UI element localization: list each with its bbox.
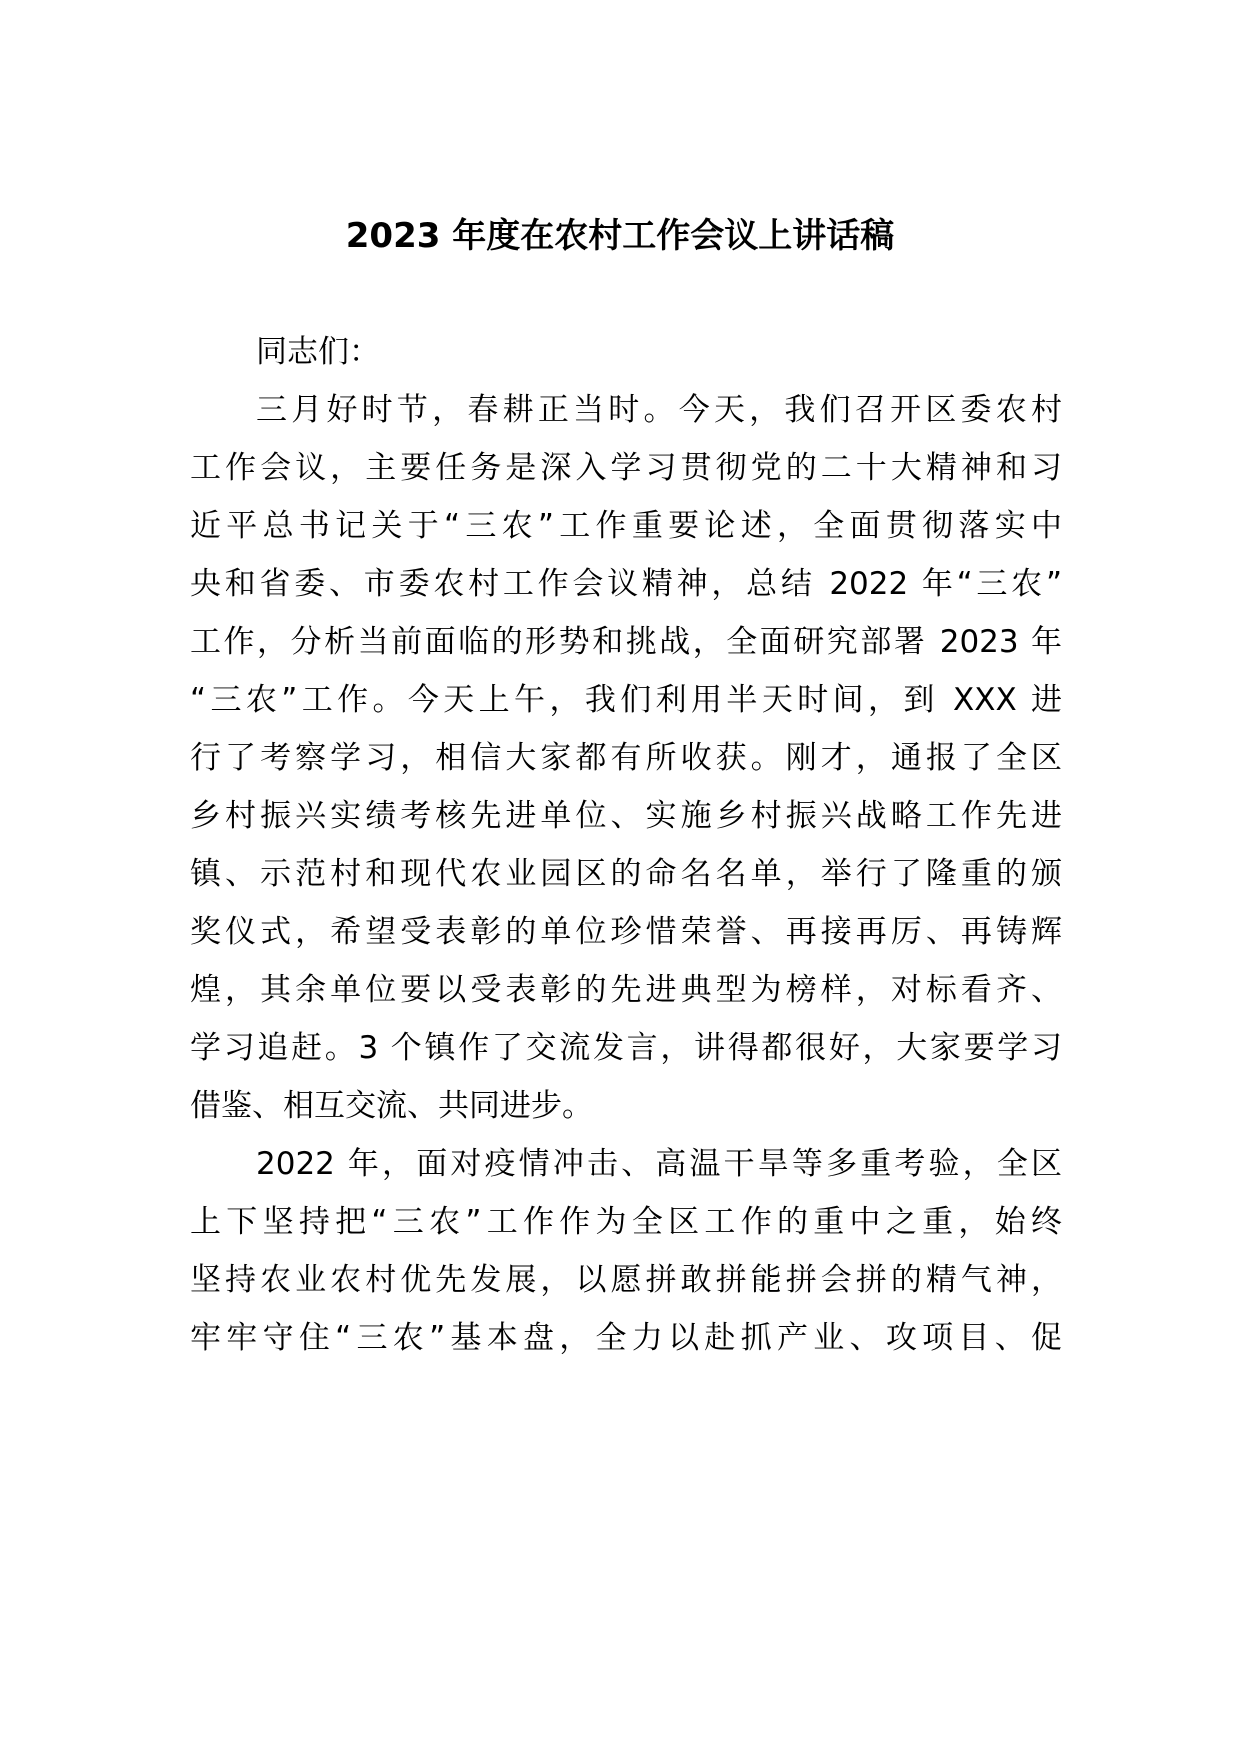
- paragraph-line: 央和省委、市委农村工作会议精神，总结 2022 年“三农”: [190, 566, 1062, 602]
- paragraph-line: 学习追赶。3 个镇作了交流发言，讲得都很好，大家要学习: [190, 1030, 1062, 1066]
- paragraph-line: 2022 年，面对疫情冲击、高温干旱等多重考验，全区: [256, 1146, 1062, 1182]
- greeting: 同志们：: [256, 334, 380, 370]
- document-title: 2023 年度在农村工作会议上讲话稿: [345, 216, 895, 256]
- paragraph-line: 坚持农业农村优先发展，以愿拼敢拼能拼会拼的精气神，: [190, 1262, 1062, 1298]
- paragraph-line: 近平总书记关于“三农”工作重要论述，全面贯彻落实中: [190, 508, 1062, 544]
- paragraph-line: 煌，其余单位要以受表彰的先进典型为榜样，对标看齐、: [190, 972, 1062, 1008]
- paragraph-line: 借鉴、相互交流、共同进步。: [190, 1088, 593, 1124]
- paragraph-line: 奖仪式，希望受表彰的单位珍惜荣誉、再接再厉、再铸辉: [190, 914, 1062, 950]
- paragraph-line: 上下坚持把“三农”工作作为全区工作的重中之重，始终: [190, 1204, 1062, 1240]
- paragraph-line: “三农”工作。今天上午，我们利用半天时间，到 XXX 进: [190, 682, 1062, 718]
- paragraph-line: 工作会议，主要任务是深入学习贯彻党的二十大精神和习: [190, 450, 1062, 486]
- paragraph-line: 三月好时节，春耕正当时。今天，我们召开区委农村: [256, 392, 1062, 428]
- paragraph-line: 行了考察学习，相信大家都有所收获。刚才，通报了全区: [190, 740, 1062, 776]
- paragraph-line: 镇、示范村和现代农业园区的命名名单，举行了隆重的颁: [190, 856, 1062, 892]
- paragraph-line: 乡村振兴实绩考核先进单位、实施乡村振兴战略工作先进: [190, 798, 1062, 834]
- paragraph-line: 牢牢守住“三农”基本盘，全力以赴抓产业、攻项目、促: [190, 1320, 1062, 1356]
- paragraph-line: 工作，分析当前面临的形势和挑战，全面研究部署 2023 年: [190, 624, 1062, 660]
